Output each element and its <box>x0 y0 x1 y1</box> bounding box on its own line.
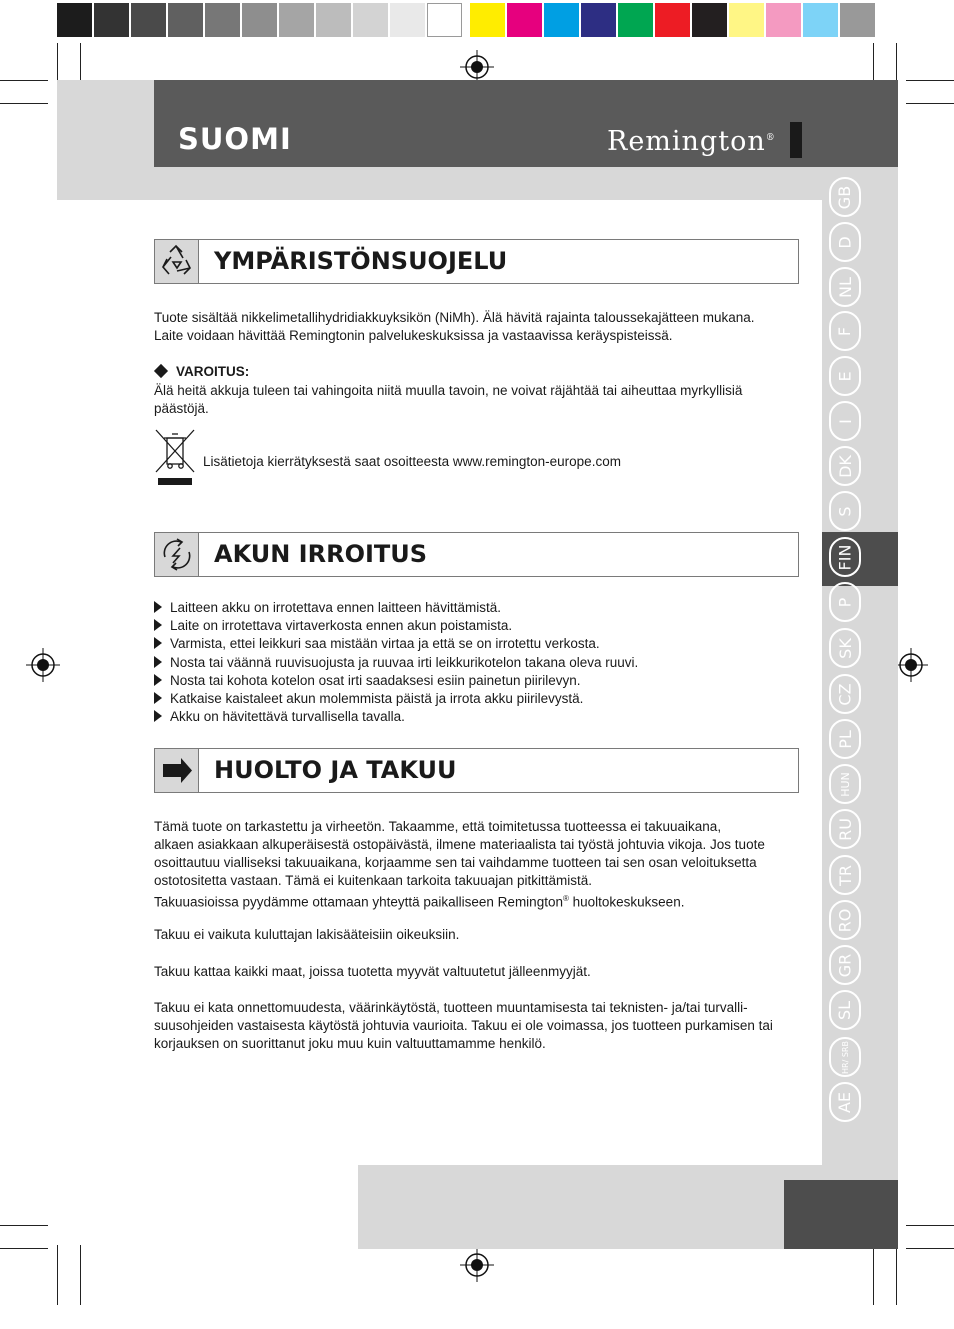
section-title: YMPÄRISTÖNSUOJELU <box>214 247 508 275</box>
color-swatch <box>618 3 653 37</box>
language-tab-dk[interactable] <box>829 446 861 486</box>
registration-mark-icon <box>460 1248 494 1282</box>
language-tab-ro[interactable] <box>829 900 861 940</box>
color-calibration-strip <box>57 3 877 37</box>
section-header-service-warranty <box>154 748 799 793</box>
color-swatch <box>205 3 240 37</box>
paragraph: suusohjeiden vastaisesta käytöstä johtuvia vaurioita. Takuu ei ole voimassa, jos tuotteen purkamisen tai <box>154 1018 773 1033</box>
brand-logo: Remington® <box>607 126 776 157</box>
color-swatch <box>353 3 388 37</box>
language-tab-sl[interactable] <box>829 990 861 1030</box>
paragraph: Takuu ei vaikuta kuluttajan lakisääteisiin oikeuksiin. <box>154 927 460 942</box>
registration-mark-icon <box>894 648 928 682</box>
header-light-band <box>57 167 898 200</box>
language-tab-label: GB <box>835 185 855 209</box>
color-swatch <box>803 3 838 37</box>
page-number-box <box>784 1180 898 1249</box>
crop-mark <box>57 1245 58 1305</box>
language-tab-label: P <box>835 597 855 607</box>
crop-mark <box>896 1245 897 1305</box>
paragraph: Takuu kattaa kaikki maat, joissa tuotetta myyvät valtuutetut jälleenmyyjät. <box>154 964 591 979</box>
language-tab-gb[interactable] <box>829 177 861 217</box>
paragraph: Takuu ei kata onnettomuudesta, väärinkäytöstä, tuotteen muuntamisesta tai teknisten- ja/tai turvalli- <box>154 1000 748 1015</box>
list-item-text: Nosta tai väännä ruuvisuojusta ja ruuvaa irti leikkurikotelon takana oleva ruuvi. <box>170 654 639 670</box>
language-tab-hrsrb[interactable] <box>829 1037 861 1077</box>
color-swatch <box>131 3 166 37</box>
language-tab-hun[interactable] <box>829 764 861 804</box>
paragraph: Tuote sisältää nikkelimetallihydridiakkuyksikön (NiMh). Älä hävitä rajainta taloussekajätteen mukana. <box>154 310 755 325</box>
list-item <box>154 654 638 672</box>
language-tab-p[interactable] <box>829 582 861 622</box>
language-tab-tr[interactable] <box>829 855 861 895</box>
language-tab-label: TR <box>835 864 855 886</box>
color-swatch <box>507 3 542 37</box>
arrow-right-icon <box>155 749 199 792</box>
list-item <box>154 599 501 617</box>
battery-removal-icon <box>155 533 199 576</box>
language-tab-label: HUN <box>838 771 852 797</box>
language-tab-label: CZ <box>835 682 855 706</box>
language-tab-label: I <box>835 418 855 424</box>
recycle-icon <box>155 240 199 283</box>
language-tab-nl[interactable] <box>829 267 861 307</box>
warning-text: päästöjä. <box>154 401 209 416</box>
warning-heading: VAROITUS: <box>154 363 249 381</box>
page-title: SUOMI <box>178 122 292 156</box>
list-item-text: Laite on irrotettava virtaverkosta ennen akun poistamista. <box>170 618 513 634</box>
color-swatch <box>168 3 203 37</box>
language-tab-label: D <box>835 235 855 249</box>
color-swatch <box>94 3 129 37</box>
paragraph: osoittautuu vialliseksi takuuaikana, korjaamme sen tai vaihdamme tuotteen tai sen osan veloituksetta <box>154 855 757 870</box>
language-tab-label: RO <box>835 908 855 932</box>
language-tab-sk[interactable] <box>829 628 861 668</box>
paragraph: ostotositetta vastaan. Tämä ei kuitenkaan tarkoita takuuajan pitkittämistä. <box>154 873 592 888</box>
color-swatch <box>316 3 351 37</box>
crop-mark <box>0 1225 48 1226</box>
language-tab-label: AE <box>835 1091 855 1113</box>
registration-mark-icon <box>26 648 60 682</box>
crop-mark <box>0 1248 48 1249</box>
language-tab-e[interactable] <box>829 356 861 396</box>
registration-mark-icon <box>460 50 494 84</box>
bullet-triangle-icon <box>154 619 162 631</box>
language-tab-d[interactable] <box>829 222 861 262</box>
language-tab-fin[interactable] <box>829 537 861 577</box>
section-title: AKUN IRROITUS <box>214 540 428 568</box>
language-tab-label: PL <box>835 729 855 749</box>
crop-mark <box>896 43 897 83</box>
paragraph: Takuuasioissa pyydämme ottamaan yhteyttä paikalliseen Remington® huoltokeskukseen. <box>154 894 685 910</box>
color-swatch <box>729 3 764 37</box>
language-tab-label: HR/ SRB <box>840 1040 850 1074</box>
language-tab-cz[interactable] <box>829 674 861 714</box>
list-item <box>154 672 580 690</box>
list-item <box>154 708 405 726</box>
paragraph: Tämä tuote on tarkastettu ja virheetön. Takaamme, että toimitetussa tuotteessa ei takuuaikana, <box>154 819 722 834</box>
language-tab-i[interactable] <box>829 401 861 441</box>
list-item-text: Laitteen akku on irrotettava ennen laitteen hävittämistä. <box>170 600 501 615</box>
language-tab-gr[interactable] <box>829 945 861 985</box>
color-swatch <box>427 3 462 37</box>
language-tab-label: S <box>835 505 855 517</box>
list-item-text: Varmista, ettei leikkuri saa mistään virtaa ja että se on irrotettu verkosta. <box>170 636 600 652</box>
language-tab-pl[interactable] <box>829 719 861 759</box>
paragraph: alkaen asiakkaan alkuperäisestä ostopäivästä, ilmene materiaalista tai työstä johtuvia vikoja. Jos tuote <box>154 837 765 852</box>
color-swatch <box>840 3 875 37</box>
color-swatch <box>242 3 277 37</box>
bullet-triangle-icon <box>154 710 162 722</box>
section-title: HUOLTO JA TAKUU <box>214 756 457 784</box>
language-tab-ru[interactable] <box>829 809 861 849</box>
color-swatch <box>766 3 801 37</box>
bullet-triangle-icon <box>154 637 162 649</box>
crossed-bin-icon <box>154 428 196 486</box>
color-swatch <box>279 3 314 37</box>
language-tab-label: GR <box>835 953 855 977</box>
language-tab-ae[interactable] <box>829 1082 861 1122</box>
color-swatch <box>390 3 425 37</box>
crop-mark <box>57 43 58 83</box>
language-tab-label: SL <box>835 1000 855 1020</box>
language-tab-label: NL <box>835 276 855 298</box>
paragraph: Laite voidaan hävittää Remingtonin palvelukeskuksissa ja vastaavissa keräyspisteissä. <box>154 328 673 343</box>
section-header-environment <box>154 239 799 284</box>
crop-mark <box>80 1245 81 1305</box>
language-tab-label: RU <box>835 817 855 841</box>
bullet-triangle-icon <box>154 656 162 668</box>
crop-mark <box>80 43 81 83</box>
language-tab-f[interactable] <box>829 311 861 351</box>
color-swatch <box>581 3 616 37</box>
crop-mark <box>873 43 874 83</box>
recycling-info: Lisätietoja kierrätyksestä saat osoitteesta www.remington-europe.com <box>203 454 621 469</box>
brand-bar <box>790 122 802 158</box>
crop-mark <box>0 103 48 104</box>
crop-mark <box>906 1225 954 1226</box>
list-item <box>154 617 512 635</box>
list-item-text: Nosta tai kohota kotelon osat irti saadaksesi esiin painetun piirilevyn. <box>170 672 581 688</box>
language-tab-label: SK <box>835 637 855 659</box>
list-item <box>154 635 600 653</box>
section-header-battery-removal <box>154 532 799 577</box>
bullet-triangle-icon <box>154 674 162 686</box>
color-swatch <box>655 3 690 37</box>
warning-icon <box>154 364 168 378</box>
crop-mark <box>906 1248 954 1249</box>
bullet-triangle-icon <box>154 601 162 613</box>
color-swatch <box>544 3 579 37</box>
warning-text: Älä heitä akkuja tuleen tai vahingoita niitä muulla tavoin, ne voivat räjähtää tai aiheuttaa myrkyllisiä <box>154 383 743 398</box>
crop-mark <box>873 1245 874 1305</box>
list-item-text: Katkaise kaistaleet akun molemmista päistä ja irrota akku piirilevystä. <box>170 691 584 706</box>
language-tab-label: E <box>835 370 855 382</box>
crop-mark <box>906 103 954 104</box>
crop-mark <box>0 80 48 81</box>
bullet-triangle-icon <box>154 692 162 704</box>
language-tab-label: FIN <box>835 544 855 570</box>
language-tab-label: F <box>835 326 855 336</box>
list-item-text: Akku on hävitettävä turvallisella tavalla. <box>170 709 405 725</box>
color-swatch <box>692 3 727 37</box>
language-tab-label: DK <box>835 454 855 478</box>
color-swatch <box>57 3 92 37</box>
crop-mark <box>906 80 954 81</box>
language-tab-s[interactable] <box>829 491 861 531</box>
list-item <box>154 690 583 708</box>
color-swatch <box>470 3 505 37</box>
paragraph: korjauksen on suorittanut joku muu kuin valtuuttamamme henkilö. <box>154 1036 546 1051</box>
